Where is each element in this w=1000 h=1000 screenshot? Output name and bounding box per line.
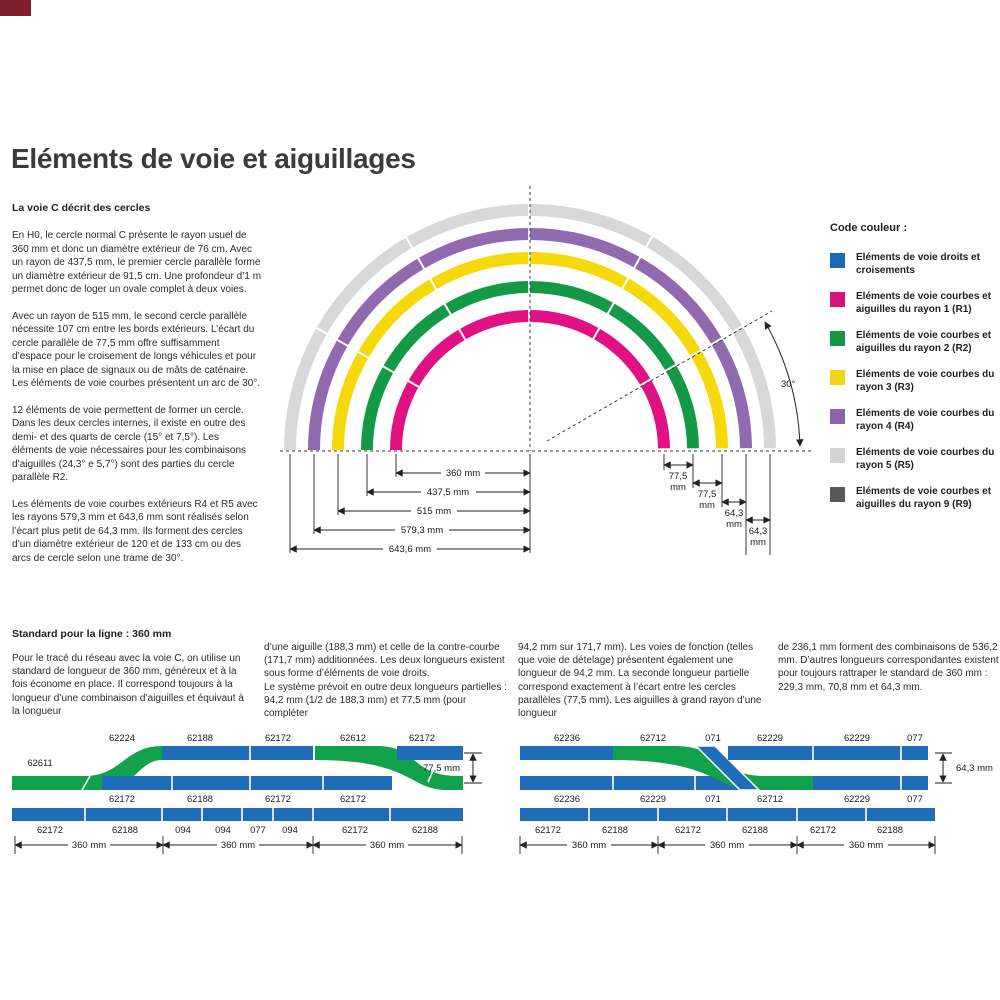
radius-dimension-label: 437,5 mm [426, 487, 470, 498]
track-label: 62172 [809, 824, 837, 835]
span-dimension-label: 360 mm [220, 840, 256, 851]
radius-dimensions [290, 468, 530, 555]
track-label: 62236 [553, 732, 581, 743]
legend-item-r1 [830, 291, 998, 316]
color-swatch-blue [830, 253, 845, 268]
track-label: 62612 [339, 732, 367, 743]
gap-dimension-unit: mm [726, 519, 742, 530]
track-label: 62172 [341, 824, 369, 835]
span-dimensions [15, 836, 462, 854]
gap-dimension [935, 753, 993, 783]
track-label: 62188 [186, 793, 214, 804]
legend-label: Eléments de voie courbes et aiguilles du rayon 1 (R1) [856, 291, 992, 315]
gap-dimension-value: 77,5 [697, 489, 717, 500]
track-label: 071 [705, 732, 721, 743]
radius-dimension-label: 360 mm [445, 468, 481, 479]
corner-mark-rect [0, 0, 31, 16]
gap-dimension-label: 77,5 mm [423, 763, 460, 774]
track-label: 077 [907, 732, 923, 743]
track-diagram-left [10, 728, 510, 858]
span-dimension-label: 360 mm [848, 840, 884, 851]
legend-label: Eléments de voie courbes et aiguilles du rayon 2 (R2) [856, 330, 992, 354]
legend-item-r2 [830, 330, 998, 355]
intro-heading: La voie C décrit des cercles [12, 202, 151, 214]
intro-section [12, 202, 262, 578]
radius-circle-diagram [260, 180, 830, 580]
track-label: 62712 [639, 732, 667, 743]
legend-heading: Code couleur : [830, 222, 908, 234]
legend-item-r4 [830, 408, 998, 433]
track-label: 094 [282, 824, 298, 835]
track-label: 62172 [534, 824, 562, 835]
track-label: 62229 [843, 732, 871, 743]
track-label: 094 [175, 824, 191, 835]
legend-item-straight [830, 252, 998, 277]
standard-text: d’une aiguille (188,3 mm) et celle de la contre-courbe (171,7 mm) additionnées. Les deux longueurs existent sous forme d’éléments de voie droits. [264, 642, 505, 680]
legend-item-r3 [830, 369, 998, 394]
track-label: 62172 [264, 793, 292, 804]
intro-paragraph-4: Les éléments de voie courbes extérieurs R4 et R5 avec les rayons 579,3 mm et 643,6 mm sont réalisés selon l’écart plus petit de 64,3 mm. Ils forment des cercles d’un diamètre extérieur de 120 et de 133 cm ou des arcs de cercle selon une trame de 30°. [12, 498, 258, 564]
track-label: 62712 [756, 793, 784, 804]
intro-paragraph-1: En H0, le cercle normal C présente le rayon usuel de 360 mm et donc un diamètre extérieur de 76 cm. Avec un rayon de 437,5 mm, le premier cercle parallèle forme un diamètre extérieur de 91,5 cm. Une profondeur d’1 m permet donc de loger un ovale complet à deux voies. [12, 230, 262, 295]
track-label: 077 [907, 793, 923, 804]
legend-label: Eléments de voie courbes du rayon 4 (R4) [856, 408, 995, 432]
track-pieces [12, 746, 463, 821]
span-dimension-label: 360 mm [571, 840, 607, 851]
track-diagram-right [515, 728, 995, 858]
color-swatch-purple [830, 409, 845, 424]
track-label: 62172 [36, 824, 64, 835]
color-swatch-yellow [830, 370, 845, 385]
radius-dimension-label: 515 mm [416, 506, 452, 517]
gap-dimension-value: 64,3 [724, 508, 744, 519]
legend-item-r5 [830, 447, 998, 472]
track-label: 62188 [876, 824, 904, 835]
gap-dimension-value: 77,5 [668, 471, 688, 482]
legend-label: Eléments de voie droits et croisements [856, 252, 980, 276]
standard-text: Pour le tracé du réseau avec la voie C, on utilise un standard de longueur de 360 mm, généreux et à la fois économe en place. Il correspond toujours à la longueur d’une combinaison d’aiguilles et équivaut à la longueur [12, 653, 244, 717]
standard-column-2 [264, 641, 510, 720]
gap-dimension-unit: mm [750, 537, 766, 548]
span-dimension-label: 360 mm [709, 840, 745, 851]
gap-dimension-value: 64,3 [748, 526, 768, 537]
track-label: 62172 [264, 732, 292, 743]
track-label: 62224 [108, 732, 136, 743]
color-swatch-green [830, 331, 845, 346]
intro-paragraph-3: 12 éléments de voie permettent de former un cercle. Dans les deux cercles internes, il existe en outre des demi- et des quarts de cercle (15° et 7,5°). Les éléments de voie nécessaires pour les combinaisons d’aiguilles (24,3° e 5,7°) sont des parties du cercle parallèle R2. [12, 404, 247, 483]
track-label: 071 [705, 793, 721, 804]
gap-dimension-unit: mm [699, 500, 715, 511]
color-swatch-lightgray [830, 448, 845, 463]
track-label: 62172 [108, 793, 136, 804]
legend-label: Eléments de voie courbes et aiguilles du rayon 9 (R9) [856, 486, 992, 510]
gap-dimension-label: 64,3 mm [956, 763, 993, 774]
standard-column-4 [778, 641, 1000, 694]
track-label: 62236 [553, 793, 581, 804]
standard-text: 94,2 mm sur 171,7 mm). Les voies de fonction (telles que voie de dételage) présentent également une longueur de 94,2 mm. La seconde longueur partielle correspond exactement à l’écart entre les cercles parallèles (77,5 mm). Les aiguilles à grand rayon d’une longueur [518, 642, 762, 720]
page-title: Eléments de voie et aiguillages [11, 143, 416, 174]
turnout-label: 62611 [27, 757, 53, 768]
track-label: 62229 [843, 793, 871, 804]
track-pieces [520, 746, 935, 821]
track-label: 094 [215, 824, 231, 835]
color-swatch-darkgray [830, 487, 845, 502]
track-label: 62188 [601, 824, 629, 835]
track-label: 62229 [639, 793, 667, 804]
legend-item-r9 [830, 486, 998, 511]
span-dimension-label: 360 mm [71, 840, 107, 851]
standard-column-3 [518, 641, 764, 720]
angle-label: 30° [781, 379, 796, 390]
track-label: 62229 [756, 732, 784, 743]
span-dimensions [520, 836, 935, 854]
gap-dimension-unit: mm [670, 482, 686, 493]
track-label: 62188 [411, 824, 439, 835]
color-swatch-magenta [830, 292, 845, 307]
span-dimension-label: 360 mm [369, 840, 405, 851]
track-label: 62188 [111, 824, 139, 835]
track-label: 62188 [741, 824, 769, 835]
extension-lines [290, 454, 770, 555]
radius-dimension-label: 643,6 mm [388, 544, 432, 555]
track-label: 62172 [408, 732, 436, 743]
radius-dimension-label: 579,3 mm [400, 525, 444, 536]
legend-label: Eléments de voie courbes du rayon 3 (R3) [856, 369, 995, 393]
standard-column-1 [12, 652, 254, 718]
legend-label: Eléments de voie courbes du rayon 5 (R5) [856, 447, 995, 471]
track-label: 62172 [339, 793, 367, 804]
track-label: 62172 [674, 824, 702, 835]
standard-text: de 236,1 mm forment des combinaisons de 536,2 mm. D’autres longueurs correspondantes existent pour toujours rattraper le standard de 360 mm : 229,3 mm, 70,8 mm et 64,3 mm. [778, 642, 999, 693]
track-label: 62188 [186, 732, 214, 743]
gap-dimensions [664, 465, 770, 548]
standard-heading: Standard pour la ligne : 360 mm [12, 628, 172, 640]
track-label: 077 [250, 824, 266, 835]
standard-text: Le système prévoit en outre deux longueurs partielles : 94,2 mm (1/2 de 188,3 mm) et 77,5 mm (pour compléter [264, 681, 507, 720]
intro-paragraph-2: Avec un rayon de 515 mm, le second cercle parallèle nécessite 107 cm entre les bords extérieurs. L’écart du cercle parallèle de 77,5 mm offre suffisamment d’espace pour le croisement de longs véhicules et pour la mise en place de signaux ou de mâts de caténaire. Les éléments de voie courbes présentent un arc de 30°. [12, 310, 261, 389]
corner-mark [0, 0, 31, 16]
color-legend [830, 222, 998, 525]
